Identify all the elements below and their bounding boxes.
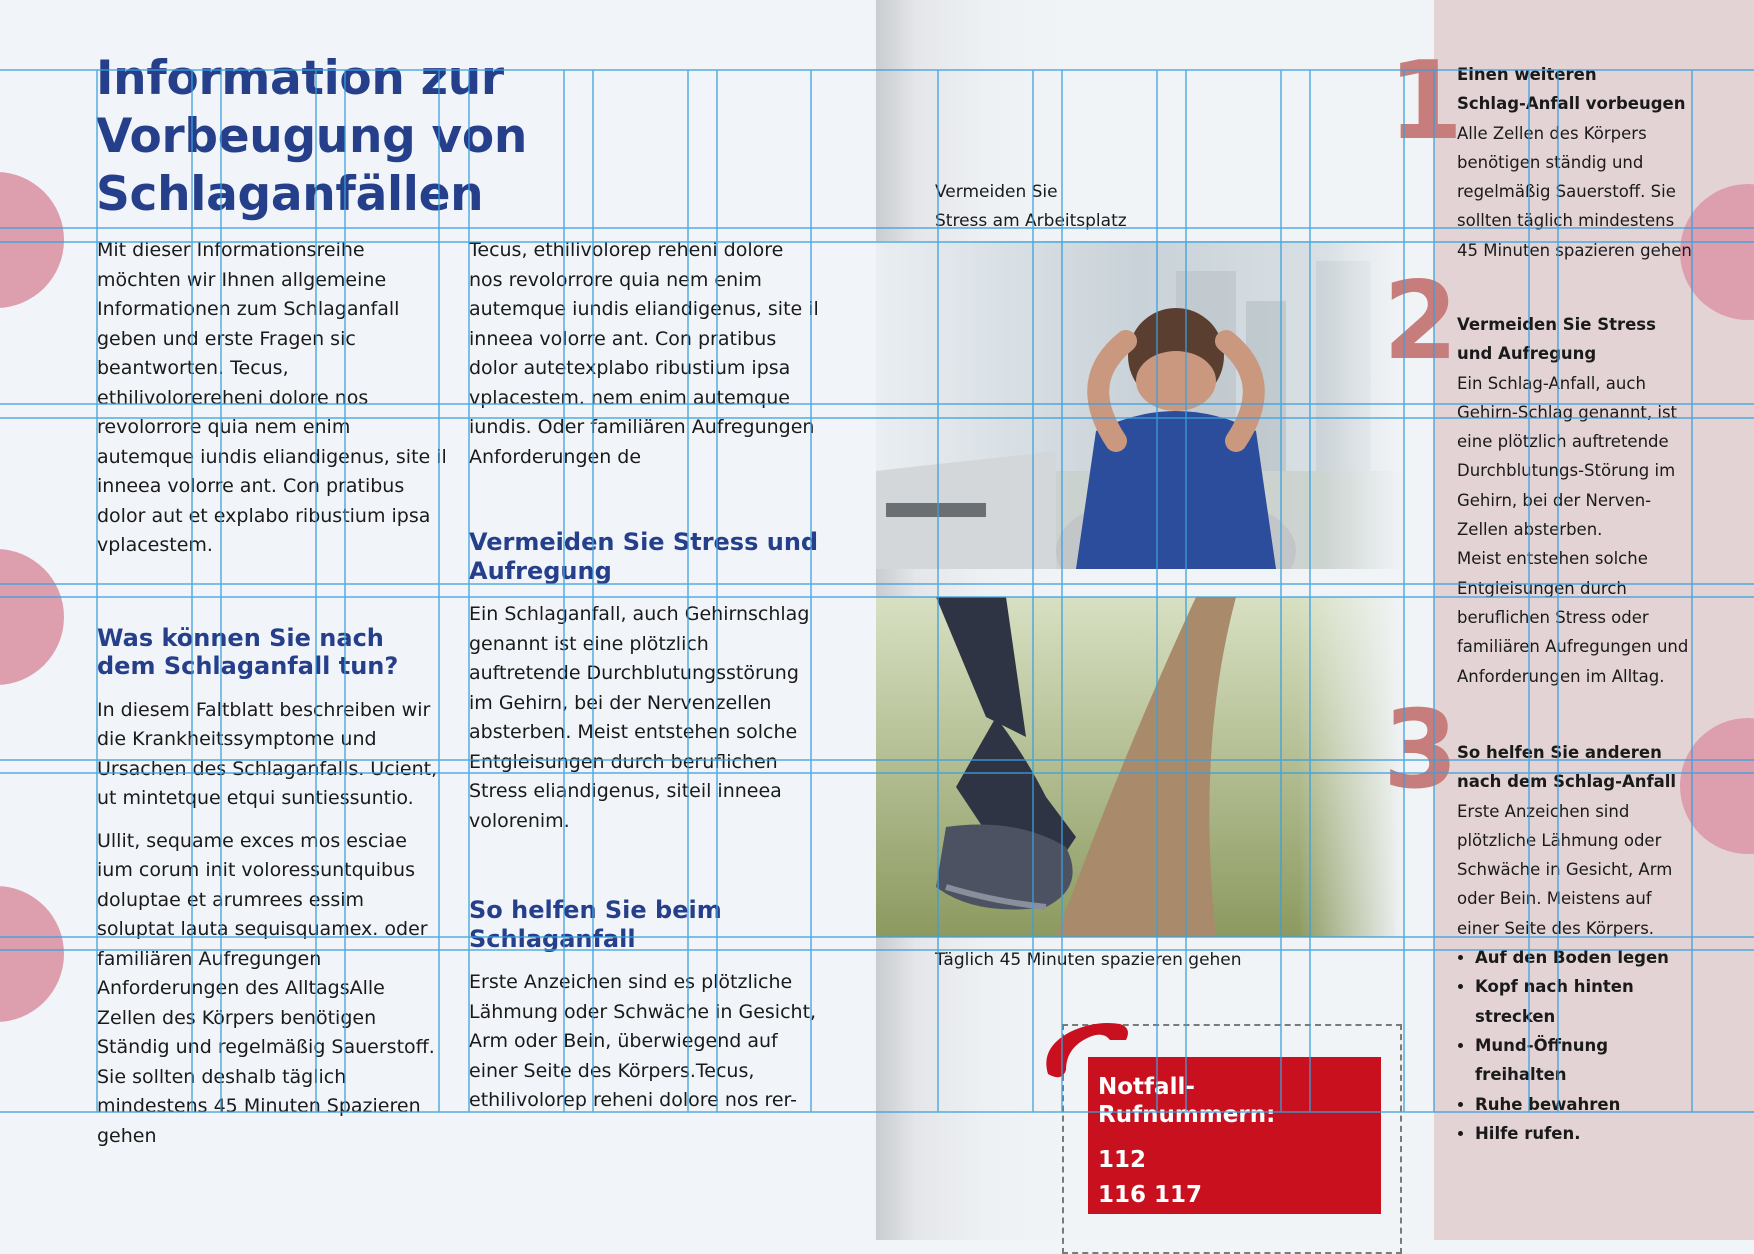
- relaxing-man-illustration: [876, 241, 1404, 569]
- paragraph: In diesem Faltblatt beschreiben wir die Krankheitssymptome und Ursachen des Schlaganfalls. Ucient, ut mintetque etqui suntiessuntio.: [97, 698, 438, 809]
- walking-feet-illustration: [876, 597, 1404, 937]
- step-heading: und Aufregung: [1457, 344, 1597, 364]
- section-heading: Was können Sie nach dem Schlaganfall tun?: [97, 623, 399, 680]
- step-heading: nach dem Schlag-Anfall: [1457, 772, 1677, 792]
- text-column-1: [97, 236, 447, 1151]
- step-text: Alle Zellen des Körpers benötigen ständig und regelmäßig Sauerstoff. Sie sollten täglich mindestens 45 Minuten spazieren gehen: [1457, 123, 1692, 260]
- photo-caption-top: Vermeiden Sie Stress am Arbeitsplatz: [935, 182, 1127, 231]
- list-item: • Ruhe bewahren: [1475, 1090, 1697, 1119]
- text-column-2: [469, 236, 819, 1116]
- step-text: Ein Schlag-Anfall, auch Gehirn-Schlag genannt, ist eine plötzlich auftretende Durchblutungs-Störung im Gehirn, bei der Nerven-Zellen absterben.: [1457, 373, 1678, 540]
- step-number: 2: [1383, 259, 1459, 384]
- page-title: Information zur Vorbeugung von Schlaganfällen: [96, 51, 528, 222]
- emergency-numbers-box: [1088, 1057, 1381, 1214]
- step-text: Erste Anzeichen sind plötzliche Lähmung oder Schwäche in Gesicht, Arm oder Bein. Meistens auf einer Seite des Körpers.: [1457, 801, 1673, 938]
- intro-paragraph: Mit dieser Informationsreihe möchten wir Ihnen allgemeine Informationen zum Schlaganfall geben und erste Fragen sic beantworten. Tecus, ethilivolorereheni dolore nos revolorrore quia nem enim autemque iundis eliandigenus, site il inneea volorre ant. Con pratibus dolor aut et explabo ribustium ipsa vplacestem.: [97, 239, 447, 556]
- photo-caption-bottom: Täglich 45 Minuten spazieren gehen: [935, 950, 1242, 970]
- first-aid-list: [1457, 943, 1697, 1148]
- paragraph: Ullit, sequame exces mos esciae ium corum init voloressuntquibus doluptae et arumrees essim soluptat lauta sequisquamex. oder familiären Aufregungen Anforderungen des AlltagsAlle Zellen des Körpers benötigen Ständig und regelmäßig Sauerstoff.: [97, 829, 435, 1058]
- step-heading: Schlag-Anfall vorbeugen: [1457, 94, 1686, 114]
- photo-relaxing-man: [876, 241, 1404, 569]
- section-heading: So helfen Sie beim Schlaganfall: [469, 896, 722, 953]
- section-heading: Vermeiden Sie Stress und Aufregung: [469, 528, 819, 585]
- list-item: • Hilfe rufen.: [1475, 1119, 1697, 1148]
- paragraph: Erste Anzeichen sind es plötzliche Lähmung oder Schwäche in Gesicht, Arm oder Bein, überwiegend auf einer Seite des Körpers.Tecus, ethilivolorep reheni dolore nos rer-: [469, 971, 817, 1111]
- list-item: • Auf den Boden legen: [1475, 943, 1697, 972]
- emergency-number: 112: [1098, 1147, 1147, 1173]
- step-heading: Einen weiteren: [1457, 65, 1597, 84]
- step-heading: Vermeiden Sie Stress: [1457, 315, 1656, 334]
- step-2-block: [1457, 310, 1697, 691]
- emergency-title: Notfall-Rufnummern:: [1098, 1074, 1276, 1128]
- step-heading: So helfen Sie anderen: [1457, 743, 1662, 762]
- paragraph: Ein Schlaganfall, auch Gehirnschlag genannt ist eine plötzlich auftretende Durchblutungsstörung im Gehirn, bei der Nervenzellen absterben. Meist entstehen solche Entgleisungen durch beruflichen Stress eliandigenus, siteil inneea volorenim.: [469, 603, 810, 832]
- paragraph: Sie sollten deshalb täglich mindestens 45 Minuten Spazieren gehen: [97, 1065, 421, 1147]
- paragraph: Tecus, ethilivolorep reheni dolore nos revolorrore quia nem enim autemque iundis eliandigenus, site il inneea volorre ant. Con pratibus dolor autetexplabo ribustium ipsa vplacestem. nem enim autemque iundis. Oder familiären Aufregungen Anforderungen de: [469, 239, 819, 468]
- emergency-number: 116 117: [1098, 1182, 1203, 1208]
- photo-walking-feet: [876, 597, 1404, 937]
- list-item: • Kopf nach hinten strecken: [1475, 972, 1697, 1031]
- step-text: Meist entstehen solche Entgleisungen durch beruflichen Stress oder familiären Aufregungen und Anforderungen im Alltag.: [1457, 549, 1689, 686]
- step-1-block: [1457, 60, 1697, 265]
- step-3-block: [1457, 738, 1697, 1148]
- list-item: • Mund-Öffnung freihalten: [1475, 1031, 1697, 1090]
- step-number: 3: [1383, 688, 1459, 813]
- step-number: 1: [1388, 39, 1464, 164]
